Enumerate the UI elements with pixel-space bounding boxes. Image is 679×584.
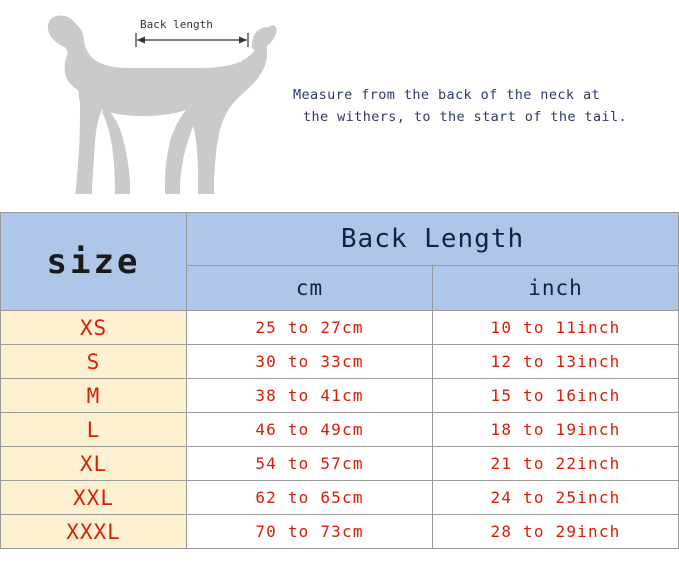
header-back-length: Back Length xyxy=(187,213,679,266)
back-length-inch: 15 to 16inch xyxy=(433,379,679,413)
back-length-cm: 30 to 33cm xyxy=(187,345,433,379)
back-length-cm: 46 to 49cm xyxy=(187,413,433,447)
measure-instruction xyxy=(293,84,669,128)
double-arrow-icon xyxy=(134,32,250,48)
back-length-inch: 12 to 13inch xyxy=(433,345,679,379)
back-length-inch: 21 to 22inch xyxy=(433,447,679,481)
table-header-row-1 xyxy=(1,213,679,266)
back-length-cm: 62 to 65cm xyxy=(187,481,433,515)
instruction-line-1: Measure from the back of the neck at xyxy=(293,87,600,103)
table-row xyxy=(1,515,679,549)
size-label: S xyxy=(1,345,187,379)
back-length-inch: 10 to 11inch xyxy=(433,311,679,345)
table-row xyxy=(1,413,679,447)
header-size: size xyxy=(1,213,187,311)
illustration-area xyxy=(0,0,679,212)
instruction-line-2: the withers, to the start of the tail. xyxy=(303,109,628,125)
size-label: M xyxy=(1,379,187,413)
size-label: XL xyxy=(1,447,187,481)
header-unit-inch: inch xyxy=(433,266,679,311)
back-length-cm: 38 to 41cm xyxy=(187,379,433,413)
size-label: XXL xyxy=(1,481,187,515)
back-length-cm: 70 to 73cm xyxy=(187,515,433,549)
back-length-inch: 28 to 29inch xyxy=(433,515,679,549)
table-row xyxy=(1,447,679,481)
size-chart-table xyxy=(0,212,679,549)
size-label: XS xyxy=(1,311,187,345)
back-length-inch: 24 to 25inch xyxy=(433,481,679,515)
header-unit-cm: cm xyxy=(187,266,433,311)
table-row xyxy=(1,379,679,413)
back-length-inch: 18 to 19inch xyxy=(433,413,679,447)
size-label: XXXL xyxy=(1,515,187,549)
back-length-cm: 25 to 27cm xyxy=(187,311,433,345)
table-row xyxy=(1,481,679,515)
back-length-callout-label: Back length xyxy=(140,18,213,31)
size-label: L xyxy=(1,413,187,447)
table-row xyxy=(1,345,679,379)
back-length-cm: 54 to 57cm xyxy=(187,447,433,481)
table-row xyxy=(1,311,679,345)
